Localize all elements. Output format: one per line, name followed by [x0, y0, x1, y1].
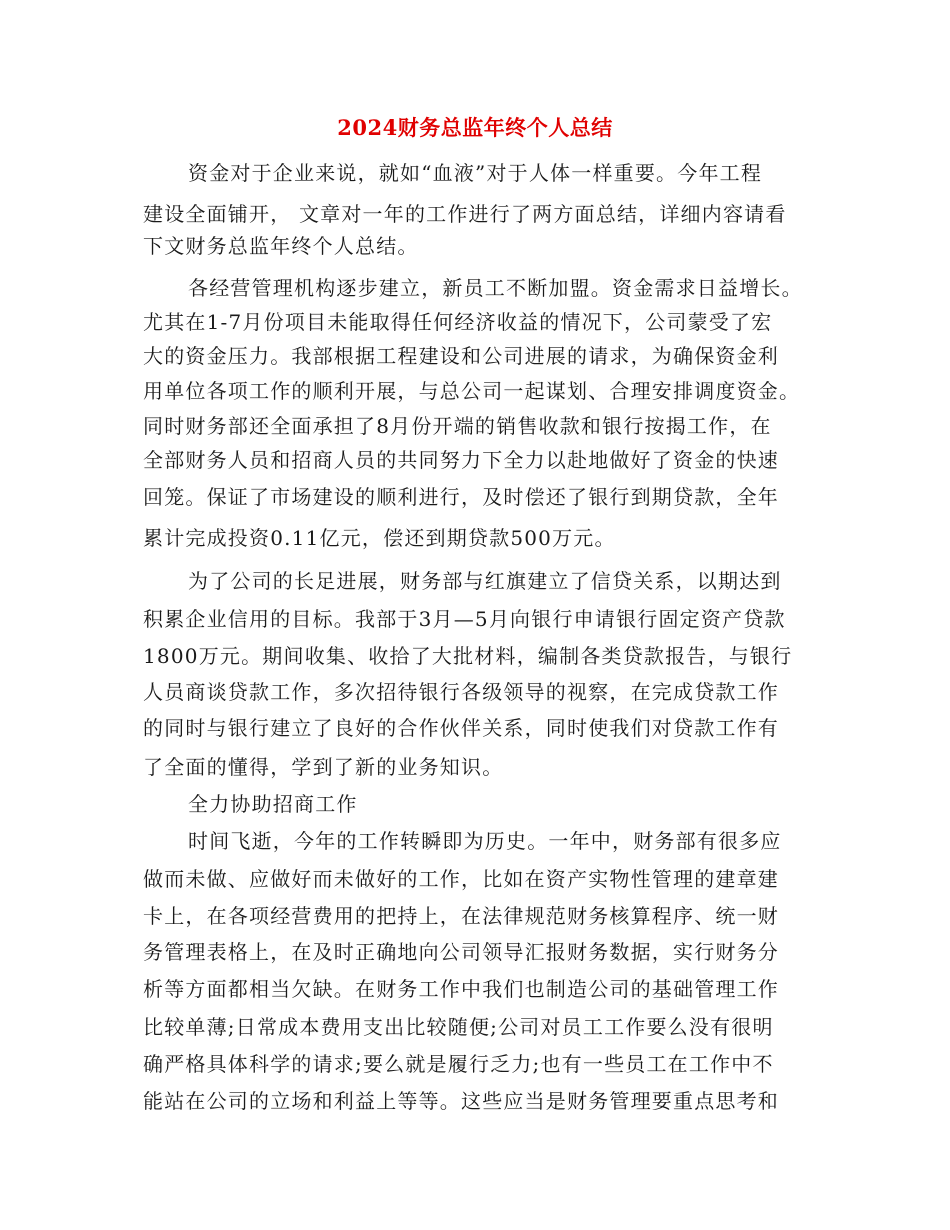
body-line-15: 人员商谈贷款工作，多次招待银行各级领导的视察，在完成贷款工作 [143, 680, 779, 704]
body-line-9: 全部财务人员和招商人员的共同努力下全力以赴地做好了资金的快速 [143, 448, 779, 472]
body-line-17: 了全面的懂得，学到了新的业务知识。 [143, 755, 504, 779]
body-line-16: 的同时与银行建立了良好的合作伙伴关系，同时使我们对贷款工作有 [143, 716, 779, 740]
body-line-3: 下文财务总监年终个人总结。 [143, 234, 419, 258]
body-line-12: 为了公司的长足进展，财务部与红旗建立了信贷关系，以期达到 [188, 569, 782, 593]
body-line-19: 时间飞逝，今年的工作转瞬即为历史。一年中，财务部有很多应 [188, 829, 782, 853]
body-line-8: 同时财务部还全面承担了8月份开端的销售收款和银行按揭工作，在 [143, 414, 772, 438]
body-line-20: 做而未做、应做好而未做好的工作，比如在资产实物性管理的建章建 [143, 867, 779, 891]
body-line-23: 析等方面都相当欠缺。在财务工作中我们也制造公司的基础管理工作 [143, 977, 779, 1001]
body-line-11: 累计完成投资0.11亿元，偿还到期贷款500万元。 [143, 526, 616, 550]
body-line-1: 资金对于企业来说，就如“血液”对于人体一样重要。今年工程 [188, 161, 763, 185]
body-line-2: 建设全面铺开， 文章对一年的工作进行了两方面总结，详细内容请看 [143, 202, 787, 226]
body-line-22: 务管理表格上，在及时正确地向公司领导汇报财务数据，实行财务分 [143, 940, 779, 964]
body-line-25: 确严格具体科学的请求;要么就是履行乏力;也有一些员工在工作中不 [143, 1052, 774, 1076]
body-line-5: 尤其在1-7月份项目未能取得任何经济收益的情况下，公司蒙受了宏 [143, 310, 773, 334]
body-line-14: 1800万元。期间收集、收拾了大批材料，编制各类贷款报告，与银行 [143, 644, 793, 668]
body-line-26: 能站在公司的立场和利益上等等。这些应当是财务管理要重点思考和 [143, 1089, 779, 1113]
body-line-10: 回笼。保证了市场建设的顺利进行，及时偿还了银行到期贷款，全年 [143, 485, 779, 509]
section-heading: 全力协助招商工作 [188, 792, 358, 816]
body-line-21: 卡上，在各项经营费用的把持上，在法律规范财务核算程序、统一财 [143, 904, 779, 928]
body-line-13: 积累企业信用的目标。我部于3月—5月向银行申请银行固定资产贷款 [143, 607, 786, 631]
body-line-6: 大的资金压力。我部根据工程建设和公司进展的请求，为确保资金利 [143, 344, 779, 368]
body-line-4: 各经营管理机构逐步建立，新员工不断加盟。资金需求日益增长。 [188, 276, 803, 300]
body-line-7: 用单位各项工作的顺利开展，与总公司一起谋划、合理安排调度资金。 [143, 379, 801, 403]
body-line-24: 比较单薄;日常成本费用支出比较随便;公司对员工工作要么没有很明 [143, 1015, 774, 1039]
document-title: 2024财务总监年终个人总结 [337, 115, 613, 140]
